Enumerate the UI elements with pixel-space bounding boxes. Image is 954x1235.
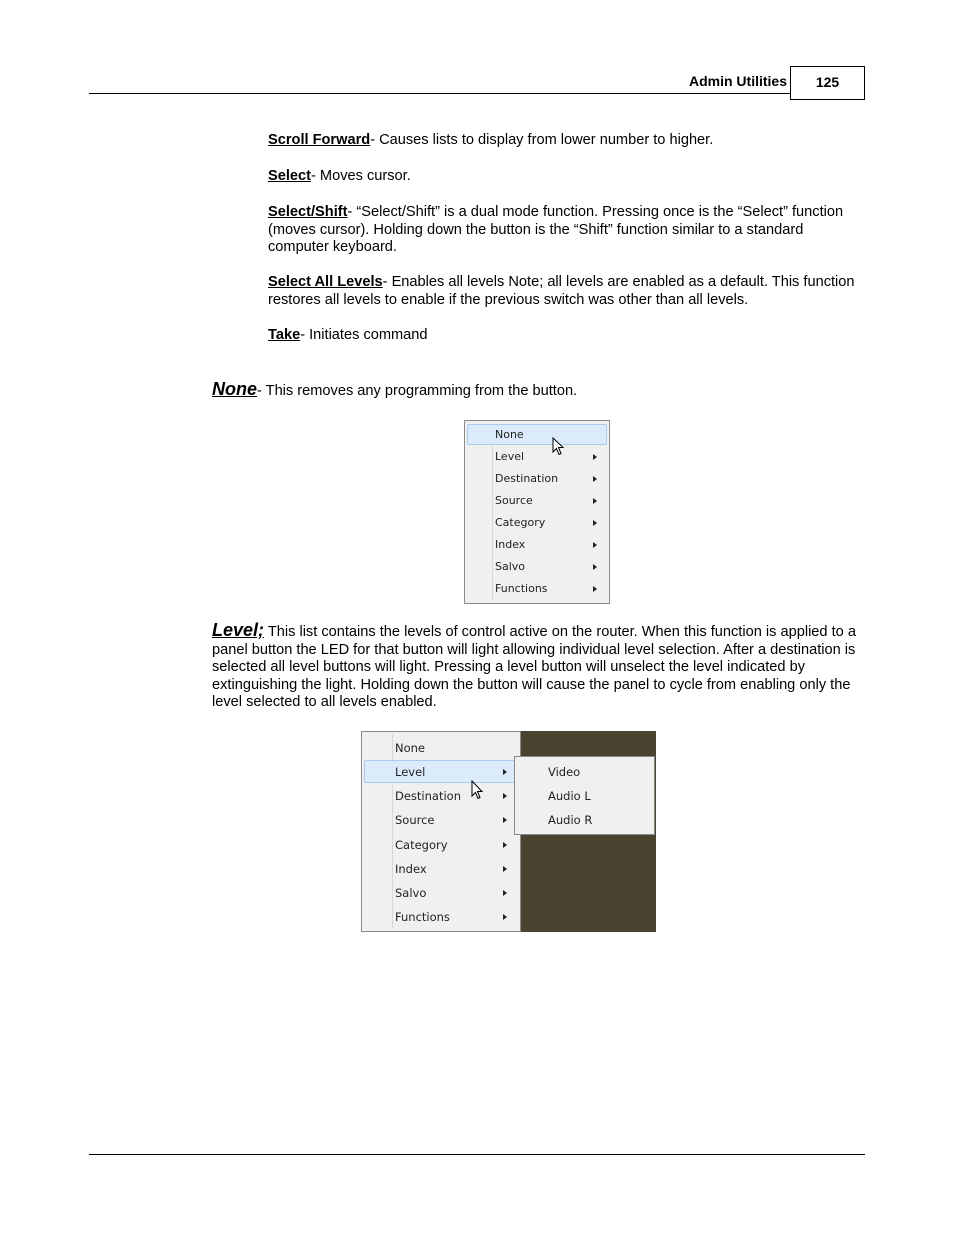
menu-item-level[interactable]: Level: [465, 446, 609, 467]
menu-item-none[interactable]: None: [465, 424, 609, 445]
none-text: - This removes any programming from the button.: [257, 383, 578, 399]
header-title: Admin Utilities: [688, 73, 787, 89]
chevron-right-icon: [593, 520, 597, 526]
menu-item-salvo[interactable]: Salvo: [465, 556, 609, 577]
definition-text: - Causes lists to display from lower number to higher.: [370, 132, 714, 148]
menu-item-index[interactable]: Index: [362, 857, 520, 880]
chevron-right-icon: [503, 817, 507, 823]
context-menu-level-screenshot: [361, 731, 656, 932]
menu-item-level[interactable]: Level: [362, 760, 520, 783]
menu-item-index[interactable]: Index: [465, 534, 609, 555]
menu-item-category[interactable]: Category: [362, 833, 520, 856]
submenu-item-video[interactable]: Video: [548, 765, 581, 779]
definition-select-shift: [268, 204, 858, 257]
menu-item-source[interactable]: Source: [362, 808, 520, 831]
chevron-right-icon: [593, 454, 597, 460]
definition-text: - Moves cursor.: [311, 168, 411, 184]
chevron-right-icon: [593, 586, 597, 592]
menu-item-source[interactable]: Source: [465, 490, 609, 511]
menu-item-salvo[interactable]: Salvo: [362, 881, 520, 904]
chevron-right-icon: [503, 793, 507, 799]
term-label: Select All Levels: [268, 274, 383, 290]
chevron-right-icon: [503, 769, 507, 775]
chevron-right-icon: [593, 542, 597, 548]
none-heading: None: [212, 379, 257, 399]
definition-text: - Enables all levels Note; all levels are enabled as a default. This function restores all levels to enable if the previous switch was other than all levels.: [268, 274, 855, 308]
level-section: [212, 622, 857, 712]
context-menu-level: [361, 731, 521, 932]
chevron-right-icon: [503, 914, 507, 920]
none-section: [212, 381, 857, 401]
footer-rule: [89, 1154, 865, 1155]
definition-select: [268, 168, 858, 186]
chevron-right-icon: [593, 498, 597, 504]
term-label: Take: [268, 327, 301, 343]
chevron-right-icon: [593, 476, 597, 482]
level-text: This list contains the levels of control active on the router. When this function is applied to a panel button the LED for that button will light allowing individual level selection. After a destination is selected all level buttons will light. Pressing a level button will unselect the level indicated by extinguishing the light. Holding down the button will cause the panel to cycle from enabling only the level selected to all levels enabled.: [212, 624, 856, 711]
definition-text: - “Select/Shift” is a dual mode function. Pressing once is the “Select” function (moves cursor). Holding down the button is the “Shift” function similar to a standard computer keyboard.: [268, 204, 844, 256]
definition-scroll-forward: [268, 132, 858, 150]
mouse-cursor-icon: [471, 780, 485, 801]
menu-item-functions[interactable]: Functions: [465, 578, 609, 599]
definition-select-all-levels: [268, 274, 858, 309]
header-rule: [89, 93, 791, 94]
definition-take: [268, 327, 858, 345]
submenu-item-audio-l[interactable]: Audio L: [548, 789, 591, 803]
term-label: Select/Shift: [268, 204, 348, 220]
mouse-cursor-icon: [552, 437, 566, 457]
menu-item-destination[interactable]: Destination: [362, 784, 520, 807]
chevron-right-icon: [503, 866, 507, 872]
submenu-item-audio-r[interactable]: Audio R: [548, 813, 593, 827]
definition-text: - Initiates command: [300, 327, 428, 343]
page-number: 125: [790, 66, 865, 100]
menu-item-none[interactable]: None: [395, 741, 426, 755]
level-heading: Level;: [212, 620, 265, 640]
context-menu-none: [464, 420, 610, 604]
term-label: Scroll Forward: [268, 132, 371, 148]
term-label: Select: [268, 168, 311, 184]
menu-item-category[interactable]: Category: [465, 512, 609, 533]
chevron-right-icon: [593, 564, 597, 570]
menu-item-destination[interactable]: Destination: [465, 468, 609, 489]
chevron-right-icon: [503, 842, 507, 848]
menu-item-functions[interactable]: Functions: [362, 905, 520, 928]
chevron-right-icon: [503, 890, 507, 896]
level-submenu: [514, 756, 655, 835]
